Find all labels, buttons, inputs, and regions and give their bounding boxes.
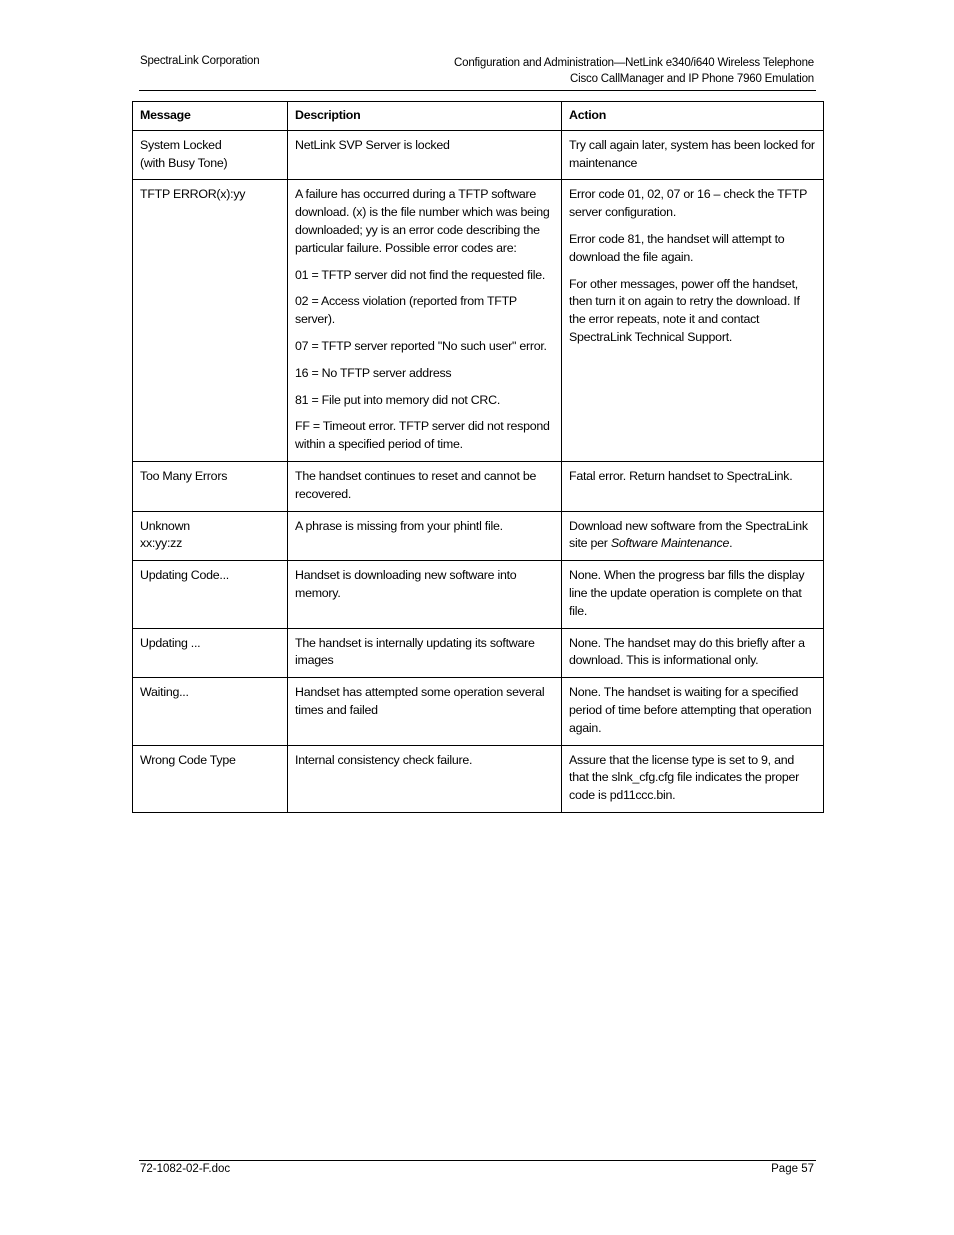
message-line: Unknown — [140, 518, 190, 533]
document-reference: Software Maintenance — [610, 536, 730, 551]
footer-divider — [139, 1160, 816, 1161]
footer-doc-id: 72-1082-02-F.doc — [140, 1163, 231, 1175]
header-title-line1: Configuration and Administration—NetLink e340/i640 Wireless Telephone — [454, 57, 814, 69]
action-paragraph: None. When the progress bar fills the display line the update operation is complete on that file. — [569, 568, 805, 618]
action-paragraph: Try call again later, system has been locked for maintenance — [569, 137, 815, 170]
message-line: TFTP ERROR(x):yy — [140, 187, 246, 202]
column-header-action: Action — [562, 102, 824, 131]
message-cell — [133, 511, 288, 561]
description-cell — [288, 511, 562, 561]
message-cell — [133, 461, 288, 511]
description-cell — [288, 628, 562, 678]
message-cell — [133, 130, 288, 180]
action-text: Download new software from the SpectraLink site per — [569, 518, 808, 551]
description-cell — [288, 180, 562, 462]
description-paragraph: A phrase is missing from your phintl file. — [295, 518, 503, 533]
action-cell — [562, 130, 824, 180]
action-cell — [562, 511, 824, 561]
column-header-message: Message — [133, 102, 288, 131]
message-line: (with Busy Tone) — [140, 155, 228, 170]
message-line: System Locked — [140, 137, 222, 152]
description-cell — [288, 561, 562, 628]
message-line: Wrong Code Type — [140, 752, 236, 767]
action-paragraph: Error code 81, the handset will attempt to download the file again. — [569, 231, 785, 264]
table-row — [133, 561, 824, 628]
description-paragraph: Internal consistency check failure. — [295, 752, 473, 767]
message-line: Updating Code... — [140, 568, 229, 583]
description-cell — [288, 678, 562, 745]
header-divider — [139, 90, 816, 91]
message-line: Updating ... — [140, 635, 201, 650]
description-paragraph: The handset continues to reset and cannot be recovered. — [295, 468, 537, 501]
table-row — [133, 461, 824, 511]
action-paragraph: Assure that the license type is set to 9, and that the slnk_cfg.cfg file indicates the proper code is pd11ccc.bin. — [569, 752, 800, 803]
action-cell — [562, 628, 824, 678]
description-paragraph: Handset has attempted some operation several times and failed — [295, 685, 545, 717]
description-cell — [288, 745, 562, 812]
message-line: Too Many Errors — [140, 468, 228, 483]
column-header-description: Description — [288, 102, 562, 131]
description-paragraph: A failure has occurred during a TFTP software download. (x) is the file number which was being downloaded; yy is an error code describing the particular failure. Possible error codes are: — [295, 187, 550, 255]
message-cell — [133, 745, 288, 812]
error-code-item: 16 = No TFTP server address — [295, 365, 452, 380]
table-row — [133, 628, 824, 678]
error-code-item: 01 = TFTP server did not find the requested file. — [295, 267, 546, 282]
message-cell — [133, 678, 288, 745]
error-code-item: 02 = Access violation (reported from TFTP server). — [295, 294, 517, 327]
message-cell — [133, 561, 288, 628]
description-paragraph: NetLink SVP Server is locked — [295, 137, 450, 152]
action-cell — [562, 561, 824, 628]
header-company: SpectraLink Corporation — [140, 55, 260, 67]
description-cell — [288, 130, 562, 180]
action-paragraph: For other messages, power off the handset, then turn it on again to retry the download. If the error repeats, note it and contact SpectraLink Technical Support. — [569, 276, 800, 344]
description-paragraph: Handset is downloading new software into memory. — [295, 568, 517, 600]
header-title — [454, 55, 814, 87]
action-paragraph: None. The handset is waiting for a specified period of time before attempting that operation again. — [569, 685, 812, 735]
message-line: Waiting... — [140, 685, 189, 700]
table-row — [133, 180, 824, 462]
action-paragraph — [569, 518, 816, 554]
action-cell — [562, 745, 824, 812]
table-row — [133, 745, 824, 812]
table-row — [133, 678, 824, 745]
description-cell — [288, 461, 562, 511]
action-cell — [562, 461, 824, 511]
action-cell — [562, 678, 824, 745]
table-header-row — [133, 102, 824, 131]
action-paragraph: Fatal error. Return handset to SpectraLink. — [569, 468, 793, 483]
message-cell — [133, 628, 288, 678]
table-row — [133, 511, 824, 561]
description-paragraph: The handset is internally updating its software images — [295, 635, 535, 668]
action-text-end: . — [729, 536, 733, 551]
error-code-item: 81 = File put into memory did not CRC. — [295, 392, 501, 407]
message-table — [132, 101, 824, 813]
message-line: xx:yy:zz — [140, 536, 183, 551]
error-code-item: FF = Timeout error. TFTP server did not respond within a specified period of time. — [295, 419, 550, 452]
footer-page-number: Page 57 — [771, 1163, 814, 1175]
action-paragraph: Error code 01, 02, 07 or 16 – check the TFTP server configuration. — [569, 187, 807, 220]
action-cell — [562, 180, 824, 462]
action-paragraph: None. The handset may do this briefly after a download. This is informational only. — [569, 635, 805, 668]
message-cell — [133, 180, 288, 462]
header-title-line2: Cisco CallManager and IP Phone 7960 Emulation — [570, 73, 814, 85]
table-row — [133, 130, 824, 180]
error-code-item: 07 = TFTP server reported "No such user" error. — [295, 338, 547, 353]
